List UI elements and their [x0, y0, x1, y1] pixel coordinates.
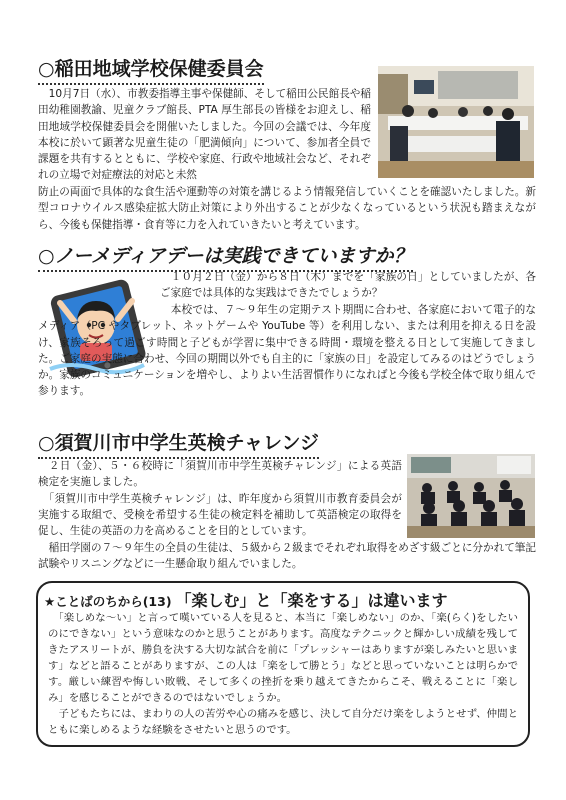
- section1-text-rest: 防止の両面で具体的な食生活や運動等の対策を講じるよう情報発信していくことを確認いたしました。新型コロナウイルス感染症拡大防止対策により外出することが少なくなっているという状況も踏まえながら、今後も保健指導・食育等に力を入れていきたいと考えています。: [38, 186, 536, 231]
- section1-text-bottom: [38, 184, 536, 233]
- section1-text-top: 10月7日（水）、市教委指導主事や保健師、そして稲田公民館長や稲田幼稚園教諭、児童クラブ館長、PTA 厚生部長の皆様をお迎えし、稲田地域学校保健委員会を開催いたしました。今回の会議では、今年度本校に於いて顕著な児童生徒の「肥満傾向」について、参加者全員で課題を共有するとともに、学校や家庭、行政や地域社会など、それぞれの立場で対症療法的対応と未然: [38, 88, 371, 182]
- section2-intro: １０月２日（金）から８日（木）までを「家族の日」としていましたが、各ご家庭では具体的な実践はできたでしょうか？: [160, 271, 536, 300]
- section3-text-b: 稲田学園の７～９年生の全員の生徒は、５級から２級までそれぞれ取得をめざす級ごとに分かれて筆記試験やリスニングなどに一生懸命取り組んでいました。: [38, 542, 536, 571]
- exam-photo: [407, 454, 535, 538]
- section4-text: 「楽しめな～い」と言って嘆いている人を見ると、本当に「楽しめない」のか、「楽(らく)をしたいのにできない」という意味なのかと思うことがあります。高度なテクニックと輝かしい成績を残してきたアスリートが、勝負を決する大切な試合を前に「プレッシャーはありますが楽しみたいと思います」などと語ることがありますが、この人は「楽をして勝とう」などと思っていないことは明らかです。厳しい練習や悔しい敗戦、そして多くの挫折を乗り越えてきたからこそ、戦えることに「楽しみ」を感じることができるのではないでしょうか。 子どもたちには、まわりの人の苦労や心の痛みを感じ、決して自分だけ楽をしようとせず、仲間とともに楽しめるような経験をさせたいと思うのです。: [48, 612, 518, 736]
- section3-title: ○須賀川市中学生英検チャレンジ: [38, 431, 319, 455]
- section4-title: ★ことばのちから(13) 「楽しむ」と「楽をする」は違います: [44, 591, 448, 610]
- section2-title: ○ノーメディアデーは実践できていますか？: [38, 244, 413, 268]
- section1-title: ○稲田地域学校保健委員会: [38, 57, 264, 81]
- section2-body: 本校では、７～９年生の定期テスト期間に合わせ、各家庭において電子的なメディア（PC やタブレット、ネットゲームや YouTube 等）を利用しない、または利用を抑える日を設け、家族そろって過ごす時間と子どもが学習に集中できる時間・環境を整える日として実施してきました。ご家庭の実態に合わせ、今回の期間以外でも自主的に「家族の日」を設定してみるのはどうでしょうか。家族のコミュニケーションを増やし、よりよい生活習慣作りになればと今後も学校全体で取り組んで参ります。: [38, 304, 536, 398]
- section3-text-a: ２日（金）、５・６校時に「須賀川市中学生英検チャレンジ」による英語検定を実施しました。 「須賀川市中学生英検チャレンジ」は、昨年度から須賀川市教育委員会が実施する取組で、受検を希望する生徒の検定料を補助して英語検定の取得を促し、生徒の英語の力を高めることを目的としています。: [38, 460, 402, 538]
- meeting-photo: [378, 66, 534, 178]
